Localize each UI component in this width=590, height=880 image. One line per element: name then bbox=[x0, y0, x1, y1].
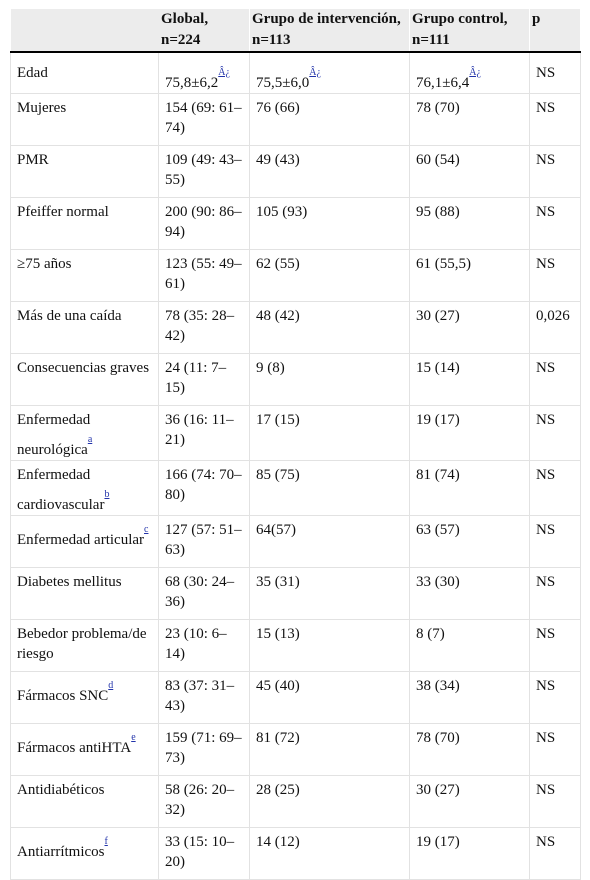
cell-intervention-text: 62 (55) bbox=[256, 256, 300, 272]
table-row bbox=[11, 516, 581, 568]
table-row bbox=[11, 52, 581, 94]
cell-variable-text: Edad bbox=[17, 65, 48, 81]
cell-global-text: 78 (35: 28–42) bbox=[165, 308, 235, 344]
cell-p-value bbox=[530, 94, 581, 146]
cell-p-value bbox=[530, 406, 581, 461]
cell-global-text: 58 (26: 20–32) bbox=[165, 782, 235, 818]
header-intervention bbox=[250, 9, 410, 52]
cell-control bbox=[410, 776, 530, 828]
cell-p-value bbox=[530, 724, 581, 776]
table-row bbox=[11, 672, 581, 724]
table-row bbox=[11, 354, 581, 406]
header-p-value: p bbox=[530, 9, 581, 52]
cell-intervention bbox=[250, 146, 410, 198]
cell-global-text: 75,8±6,2 bbox=[165, 75, 219, 91]
cell-p-value bbox=[530, 620, 581, 672]
cell-control bbox=[410, 198, 530, 250]
cell-intervention-text: 35 (31) bbox=[256, 574, 300, 590]
cell-global-text: 159 (71: 69–73) bbox=[165, 730, 242, 766]
cell-variable bbox=[11, 568, 159, 620]
cell-variable bbox=[11, 620, 159, 672]
cell-variable-text: Más de una caída bbox=[17, 308, 122, 324]
cell-variable bbox=[11, 52, 159, 94]
cell-variable-text: Mujeres bbox=[17, 100, 67, 116]
cell-intervention bbox=[250, 568, 410, 620]
cell-variable-text: Enfermedad neurológica bbox=[17, 412, 91, 458]
header-control bbox=[410, 9, 530, 52]
cell-variable-text: Enfermedad articular bbox=[17, 532, 145, 548]
cell-control bbox=[410, 406, 530, 461]
cell-control bbox=[410, 568, 530, 620]
cell-variable-text: PMR bbox=[17, 152, 49, 168]
cell-intervention-text: 75,5±6,0 bbox=[256, 75, 310, 91]
cell-control-text: 33 (30) bbox=[416, 574, 460, 590]
cell-variable-text: Consecuencias graves bbox=[17, 360, 150, 376]
cell-control-text: 76,1±6,4 bbox=[416, 75, 470, 91]
cell-global bbox=[159, 198, 250, 250]
footnote-link[interactable]: e bbox=[131, 732, 136, 743]
cell-global bbox=[159, 568, 250, 620]
footnote-link[interactable]: Â¿ bbox=[218, 67, 230, 78]
cell-control bbox=[410, 94, 530, 146]
table-row bbox=[11, 568, 581, 620]
cell-control-text: 19 (17) bbox=[416, 834, 460, 850]
cell-global-text: 68 (30: 24–36) bbox=[165, 574, 235, 610]
cell-intervention bbox=[250, 94, 410, 146]
footnote-link[interactable]: f bbox=[104, 836, 108, 847]
cell-control-text: 30 (27) bbox=[416, 782, 460, 798]
baseline-characteristics-table bbox=[10, 9, 581, 880]
table-row bbox=[11, 724, 581, 776]
cell-variable bbox=[11, 724, 159, 776]
cell-global bbox=[159, 724, 250, 776]
cell-control-text: 61 (55,5) bbox=[416, 256, 471, 272]
cell-variable-text: Fármacos antiHTA bbox=[17, 740, 132, 756]
footnote-link[interactable]: c bbox=[144, 524, 149, 535]
table-row bbox=[11, 406, 581, 461]
cell-global-text: 166 (74: 70–80) bbox=[165, 467, 242, 503]
cell-control bbox=[410, 302, 530, 354]
cell-variable bbox=[11, 146, 159, 198]
cell-global bbox=[159, 354, 250, 406]
cell-global bbox=[159, 406, 250, 461]
header-variable bbox=[11, 9, 159, 52]
cell-p-value-text: NS bbox=[536, 467, 556, 483]
table-row bbox=[11, 198, 581, 250]
cell-variable-text: Bebedor problema/de riesgo bbox=[17, 626, 147, 662]
cell-intervention bbox=[250, 302, 410, 354]
table-row bbox=[11, 620, 581, 672]
cell-intervention-text: 17 (15) bbox=[256, 412, 300, 428]
cell-control bbox=[410, 461, 530, 516]
table-row bbox=[11, 250, 581, 302]
cell-intervention bbox=[250, 250, 410, 302]
cell-control bbox=[410, 52, 530, 94]
cell-variable bbox=[11, 406, 159, 461]
cell-control bbox=[410, 146, 530, 198]
cell-intervention-text: 81 (72) bbox=[256, 730, 300, 746]
header-intervention-line2: n=113 bbox=[252, 32, 291, 48]
cell-p-value bbox=[530, 146, 581, 198]
cell-global-text: 200 (90: 86–94) bbox=[165, 204, 242, 240]
header-global bbox=[159, 9, 250, 52]
cell-control-text: 78 (70) bbox=[416, 100, 460, 116]
cell-variable bbox=[11, 250, 159, 302]
cell-control-text: 60 (54) bbox=[416, 152, 460, 168]
cell-global bbox=[159, 620, 250, 672]
cell-global-text: 83 (37: 31–43) bbox=[165, 678, 235, 714]
cell-global bbox=[159, 776, 250, 828]
cell-p-value-text: NS bbox=[536, 152, 556, 168]
cell-intervention bbox=[250, 406, 410, 461]
cell-variable bbox=[11, 354, 159, 406]
cell-global bbox=[159, 146, 250, 198]
cell-intervention bbox=[250, 198, 410, 250]
cell-intervention-text: 28 (25) bbox=[256, 782, 300, 798]
cell-variable bbox=[11, 776, 159, 828]
cell-variable bbox=[11, 461, 159, 516]
cell-global bbox=[159, 94, 250, 146]
cell-p-value-text: NS bbox=[536, 834, 556, 850]
cell-p-value bbox=[530, 672, 581, 724]
header-control-line2: n=111 bbox=[412, 32, 450, 48]
cell-global-text: 33 (15: 10–20) bbox=[165, 834, 235, 870]
cell-intervention bbox=[250, 776, 410, 828]
cell-control bbox=[410, 620, 530, 672]
cell-p-value-text: NS bbox=[536, 574, 556, 590]
footnote-link[interactable]: Â¿ bbox=[469, 67, 481, 78]
cell-control bbox=[410, 354, 530, 406]
cell-intervention bbox=[250, 724, 410, 776]
table-row bbox=[11, 461, 581, 516]
cell-control bbox=[410, 672, 530, 724]
footnote-link[interactable]: Â¿ bbox=[309, 67, 321, 78]
cell-global-text: 24 (11: 7–15) bbox=[165, 360, 227, 396]
footnote-link[interactable]: a bbox=[87, 434, 93, 445]
cell-intervention-text: 85 (75) bbox=[256, 467, 300, 483]
cell-control-text: 19 (17) bbox=[416, 412, 460, 428]
cell-variable-text: Pfeiffer normal bbox=[17, 204, 109, 220]
cell-p-value-text: NS bbox=[536, 204, 556, 220]
cell-intervention bbox=[250, 461, 410, 516]
cell-global bbox=[159, 516, 250, 568]
cell-intervention-text: 15 (13) bbox=[256, 626, 300, 642]
header-global-line2: n=224 bbox=[161, 32, 201, 48]
cell-intervention bbox=[250, 672, 410, 724]
cell-variable bbox=[11, 672, 159, 724]
cell-variable bbox=[11, 302, 159, 354]
cell-intervention-text: 9 (8) bbox=[256, 360, 285, 376]
footnote-link[interactable]: b bbox=[104, 489, 110, 500]
cell-p-value-text: NS bbox=[536, 100, 556, 116]
table-row bbox=[11, 302, 581, 354]
cell-variable-text: Enfermedad cardiovascular bbox=[17, 467, 105, 513]
footnote-link[interactable]: d bbox=[108, 680, 114, 691]
cell-global bbox=[159, 302, 250, 354]
table-row bbox=[11, 94, 581, 146]
cell-p-value-text: NS bbox=[536, 360, 556, 376]
cell-p-value-text: NS bbox=[536, 412, 556, 428]
cell-p-value-text: 0,026 bbox=[536, 308, 570, 324]
cell-p-value bbox=[530, 198, 581, 250]
cell-global-text: 123 (55: 49–61) bbox=[165, 256, 242, 292]
cell-p-value bbox=[530, 568, 581, 620]
cell-p-value bbox=[530, 354, 581, 406]
cell-intervention-text: 76 (66) bbox=[256, 100, 300, 116]
cell-control-text: 81 (74) bbox=[416, 467, 460, 483]
cell-intervention bbox=[250, 516, 410, 568]
cell-intervention bbox=[250, 52, 410, 94]
cell-control-text: 63 (57) bbox=[416, 522, 460, 538]
table-row bbox=[11, 146, 581, 198]
cell-variable-text: Fármacos SNC bbox=[17, 688, 109, 704]
cell-control bbox=[410, 724, 530, 776]
cell-global bbox=[159, 52, 250, 94]
cell-p-value-text: NS bbox=[536, 256, 556, 272]
cell-variable-text: ≥75 años bbox=[17, 256, 72, 272]
cell-p-value bbox=[530, 302, 581, 354]
cell-p-value-text: NS bbox=[536, 782, 556, 798]
cell-control bbox=[410, 516, 530, 568]
cell-p-value bbox=[530, 52, 581, 94]
cell-control-text: 38 (34) bbox=[416, 678, 460, 694]
cell-intervention-text: 48 (42) bbox=[256, 308, 300, 324]
cell-intervention-text: 45 (40) bbox=[256, 678, 300, 694]
cell-p-value bbox=[530, 516, 581, 568]
cell-global-text: 23 (10: 6–14) bbox=[165, 626, 227, 662]
cell-control-text: 8 (7) bbox=[416, 626, 445, 642]
cell-intervention-text: 14 (12) bbox=[256, 834, 300, 850]
cell-global bbox=[159, 250, 250, 302]
cell-p-value-text: NS bbox=[536, 65, 556, 81]
cell-intervention-text: 105 (93) bbox=[256, 204, 308, 220]
cell-variable-text: Diabetes mellitus bbox=[17, 574, 122, 590]
cell-intervention-text: 49 (43) bbox=[256, 152, 300, 168]
cell-p-value bbox=[530, 776, 581, 828]
cell-variable bbox=[11, 516, 159, 568]
cell-intervention bbox=[250, 620, 410, 672]
cell-intervention bbox=[250, 354, 410, 406]
cell-p-value-text: NS bbox=[536, 730, 556, 746]
cell-p-value bbox=[530, 250, 581, 302]
cell-global-text: 154 (69: 61–74) bbox=[165, 100, 242, 136]
cell-control-text: 78 (70) bbox=[416, 730, 460, 746]
header-control-line1: Grupo control, bbox=[412, 11, 508, 27]
cell-variable-text: Antiarrítmicos bbox=[17, 844, 105, 860]
cell-p-value-text: NS bbox=[536, 678, 556, 694]
table-header bbox=[11, 9, 581, 52]
header-intervention-line1: Grupo de intervención, bbox=[252, 11, 401, 27]
cell-global-text: 127 (57: 51–63) bbox=[165, 522, 242, 558]
table-container bbox=[10, 9, 580, 880]
header-global-line1: Global, bbox=[161, 11, 209, 27]
cell-intervention-text: 64(57) bbox=[256, 522, 296, 538]
cell-variable-text: Antidiabéticos bbox=[17, 782, 105, 798]
cell-p-value-text: NS bbox=[536, 522, 556, 538]
cell-global bbox=[159, 672, 250, 724]
cell-variable bbox=[11, 198, 159, 250]
cell-variable bbox=[11, 94, 159, 146]
cell-control bbox=[410, 250, 530, 302]
table-row bbox=[11, 776, 581, 828]
cell-control-text: 95 (88) bbox=[416, 204, 460, 220]
cell-global bbox=[159, 461, 250, 516]
cell-p-value-text: NS bbox=[536, 626, 556, 642]
cell-global-text: 36 (16: 11–21) bbox=[165, 412, 234, 448]
cell-global-text: 109 (49: 43–55) bbox=[165, 152, 242, 188]
cell-control-text: 15 (14) bbox=[416, 360, 460, 376]
cell-p-value bbox=[530, 461, 581, 516]
table-body bbox=[11, 52, 581, 880]
cell-control-text: 30 (27) bbox=[416, 308, 460, 324]
